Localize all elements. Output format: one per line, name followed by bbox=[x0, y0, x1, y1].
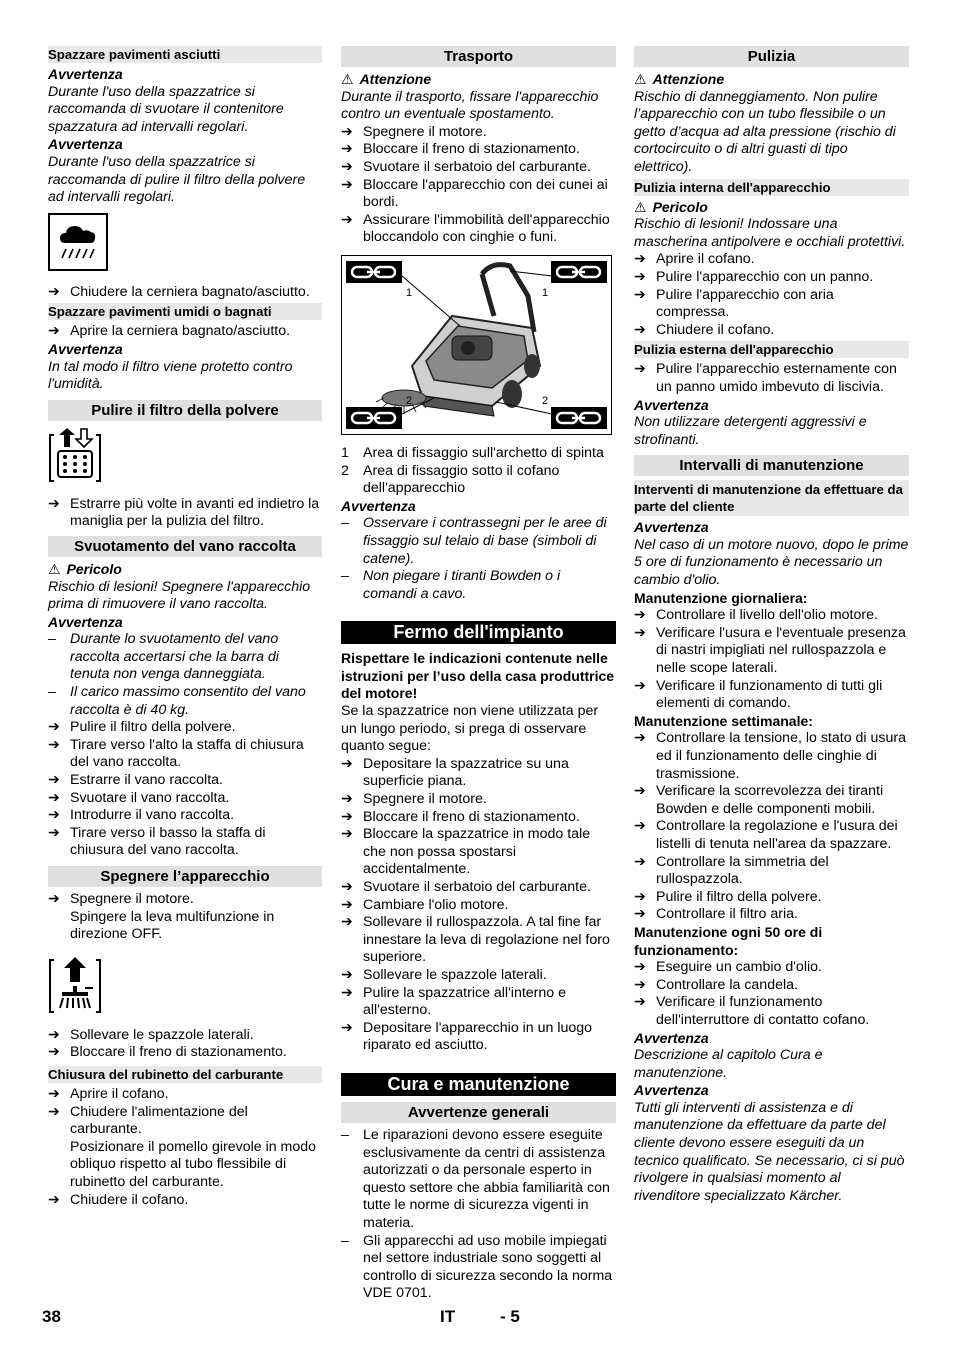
arrow-icon: ➔ bbox=[341, 826, 353, 843]
heading-cleaning: Pulizia bbox=[634, 46, 909, 67]
daily-label: Manutenzione giornaliera: bbox=[634, 589, 808, 606]
lift-brush-icon bbox=[48, 956, 322, 1019]
list-item: ➔ Assicurare l'immobilità dell'apparecchio bloccandolo con cinghie o funi. bbox=[341, 211, 610, 246]
attention-label: ⚠ Attenzione bbox=[341, 71, 432, 87]
heading-dry-floors: Spazzare pavimenti asciutti bbox=[48, 46, 322, 63]
heading-filter: Pulire il filtro della polvere bbox=[48, 400, 322, 421]
heading-wet-floors: Spazzare pavimenti umidi o bagnati bbox=[48, 303, 322, 320]
danger-label: ⚠ Pericolo bbox=[634, 198, 708, 215]
attention-text: Rischio di danneggiamento. Non pulire l’apparecchio con un tubo flessibile o un getto d’acqua ad alta pressione (rischio di cortocircuito o di altri guasti di tipo elettrico). bbox=[634, 88, 896, 175]
h50-label: Manutenzione ogni 50 ore di funzionamento: bbox=[634, 923, 823, 958]
callout-1: 1 bbox=[406, 286, 413, 299]
list-item: ➔ Controllare la simmetria del rullospazzola. bbox=[634, 853, 829, 888]
list-item: ➔ Verificare l'usura e l'eventuale presenza di nastri impigliati nel rullospazzola e nelle scope laterali. bbox=[634, 624, 906, 677]
heading-fuel-tap: Chiusura del rubinetto del carburante bbox=[48, 1066, 322, 1083]
arrow-icon: ➔ bbox=[341, 896, 353, 913]
list-item: ➔ Sollevare il rullospazzola. A tal fine far innestare la leva di regolazione nel foro superiore. bbox=[341, 914, 610, 966]
list-item: – Non piegare i tiranti Bowden o i comandi a cavo. bbox=[341, 568, 561, 602]
warning-triangle-icon: ⚠ bbox=[634, 198, 647, 215]
list-item: – Le riparazioni devono essere eseguite esclusivamente da centri di assistenza autorizzati o da personale esperto in questo settore che abbia familiarità con tutte le norme di sicurezza vigenti in materia. bbox=[341, 1126, 610, 1231]
arrow-icon: ➔ bbox=[341, 176, 353, 193]
arrow-icon: ➔ bbox=[341, 808, 353, 825]
heading-transport: Trasporto bbox=[341, 46, 616, 67]
arrow-icon: ➔ bbox=[48, 824, 60, 841]
arrow-icon: ➔ bbox=[634, 251, 646, 268]
warning-triangle-icon: ⚠ bbox=[48, 560, 61, 577]
list-item: ➔ Spegnere il motore. bbox=[341, 123, 487, 140]
daily-steps-list bbox=[634, 607, 909, 713]
arrow-icon: ➔ bbox=[634, 783, 646, 800]
danger-label: ⚠ Pericolo bbox=[48, 560, 122, 577]
heading-general-notes: Avvertenze generali bbox=[341, 1102, 616, 1123]
arrow-icon: ➔ bbox=[634, 994, 646, 1011]
list-item: ➔ Verificare il funzionamento dell'interruttore di contatto cofano. bbox=[634, 994, 870, 1028]
arrow-icon: ➔ bbox=[634, 677, 646, 694]
list-item: – Osservare i contrassegni per le aree di fissaggio sul telaio di base (simboli di catene). bbox=[341, 515, 607, 567]
weekly-label: Manutenzione settimanale: bbox=[634, 712, 813, 729]
list-item: ➔ Controllare la regolazione e l'usura dei listelli di tenuta nell'area da spazzare. bbox=[634, 818, 898, 852]
arrow-icon: ➔ bbox=[48, 1044, 60, 1061]
arrow-icon: ➔ bbox=[48, 736, 60, 753]
list-item: ➔ Spegnere il motore. bbox=[341, 791, 487, 808]
figure-legend-item: 1 Area di fissaggio sull'archetto di spinta bbox=[341, 444, 604, 461]
column-left bbox=[48, 44, 322, 1209]
warning-triangle-icon: ⚠ bbox=[341, 71, 354, 87]
arrow-icon: ➔ bbox=[341, 123, 353, 140]
heading-inner-cleaning: Pulizia interna dell'apparecchio bbox=[634, 179, 909, 196]
note-label: Avvertenza bbox=[48, 340, 123, 357]
list-item: ➔ Controllare il livello dell'olio motore. bbox=[634, 607, 878, 624]
list-item: ➔ Verificare la scorrevolezza dei tiranti Bowden e delle componenti mobili. bbox=[634, 783, 884, 817]
arrow-icon: ➔ bbox=[48, 1103, 60, 1120]
arrow-icon: ➔ bbox=[634, 624, 646, 641]
list-item: ➔ Tirare verso l'alto la staffa di chiusura del vano raccolta. bbox=[48, 736, 304, 771]
list-item: ➔ Chiudere il cofano. bbox=[634, 321, 775, 338]
note-label: Avvertenza bbox=[341, 497, 416, 514]
list-item: ➔ Cambiare l'olio motore. bbox=[341, 896, 509, 913]
arrow-icon: ➔ bbox=[48, 1191, 60, 1208]
list-item: ➔ Chiudere l'alimentazione del carburante. Posizionare il pomello girevole in modo obliquo rispetto al tubo flessibile di rubinetto del carburante. bbox=[48, 1103, 317, 1190]
arrow-icon: ➔ bbox=[634, 906, 646, 923]
arrow-icon: ➔ bbox=[48, 789, 60, 806]
list-item: ➔ Pulire l'apparecchio esternamente con un panno umido imbevuto di liscivia. bbox=[634, 361, 897, 395]
shutdown-text: Se la spazzatrice non viene utilizzata per un lungo periodo, si prega di osservare quanto segue: bbox=[341, 703, 599, 755]
inner-steps-list bbox=[634, 251, 909, 339]
note-text: Durante l'uso della spazzatrice si raccomanda di svuotare il contenitore spazzatura ad intervalli regolari. bbox=[48, 83, 284, 135]
arrow-icon: ➔ bbox=[341, 791, 353, 808]
heading-outer-cleaning: Pulizia esterna dell'apparecchio bbox=[634, 341, 909, 358]
arrow-icon: ➔ bbox=[634, 976, 646, 993]
heading-care: Cura e manutenzione bbox=[341, 1073, 616, 1096]
arrow-icon: ➔ bbox=[634, 959, 646, 976]
danger-text: Rischio di lesioni! Spegnere l'apparecchio prima di rimuovere il vano raccolta. bbox=[48, 578, 311, 613]
note-label: Avvertenza bbox=[48, 136, 123, 153]
list-item: ➔ Bloccare la spazzatrice in modo tale che non possa spostarsi accidentalmente. bbox=[341, 826, 591, 878]
heading-empty-container: Svuotamento del vano raccolta bbox=[48, 536, 322, 557]
arrow-icon: ➔ bbox=[341, 141, 353, 158]
arrow-icon: ➔ bbox=[341, 914, 353, 931]
list-item: ➔ Chiudere la cerniera bagnato/asciutto. bbox=[48, 283, 310, 300]
list-item: ➔ Pulire l'apparecchio con un panno. bbox=[634, 268, 874, 285]
arrow-icon: ➔ bbox=[48, 807, 60, 824]
list-item: ➔ Controllare la candela. bbox=[634, 976, 798, 993]
list-item: ➔ Bloccare il freno di stazionamento. bbox=[341, 808, 580, 825]
list-item: ➔ Eseguire un cambio d'olio. bbox=[634, 959, 822, 976]
note-label: Avvertenza bbox=[634, 396, 709, 413]
arrow-icon: ➔ bbox=[341, 211, 353, 228]
arrow-icon: ➔ bbox=[634, 268, 646, 285]
arrow-icon: ➔ bbox=[48, 1026, 60, 1043]
arrow-icon: ➔ bbox=[341, 966, 353, 983]
callout-1: 1 bbox=[542, 286, 549, 299]
note-label: Avvertenza bbox=[48, 613, 123, 630]
arrow-icon: ➔ bbox=[634, 361, 646, 378]
list-item: ➔ Aprire il cofano. bbox=[48, 1085, 169, 1102]
list-item: ➔ Sollevare le spazzole laterali. bbox=[48, 1026, 254, 1043]
arrow-icon: ➔ bbox=[48, 772, 60, 789]
arrow-icon: ➔ bbox=[634, 286, 646, 303]
list-item: ➔ Bloccare il freno di stazionamento. bbox=[341, 141, 580, 158]
heading-switch-off: Spegnere l’apparecchio bbox=[48, 866, 322, 887]
note-text: Durante l'uso della spazzatrice si raccomanda di pulire il filtro della polvere ad intervalli regolari. bbox=[48, 153, 306, 206]
arrow-icon: ➔ bbox=[48, 323, 60, 340]
arrow-icon: ➔ bbox=[634, 853, 646, 870]
h50-steps-list bbox=[634, 959, 909, 1029]
list-item: ➔ Pulire il filtro della polvere. bbox=[48, 719, 236, 736]
list-item: ➔ Aprire il cofano. bbox=[634, 251, 755, 268]
heading-customer-maintenance: Interventi di manutenzione da effettuare da parte del cliente bbox=[634, 480, 909, 516]
list-item: ➔ Pulire la spazzatrice all'interno e all'esterno. bbox=[341, 984, 567, 1019]
list-item: ➔ Svuotare il serbatoio del carburante. bbox=[341, 158, 591, 175]
note-label: Avvertenza bbox=[634, 1029, 709, 1046]
list-item: ➔ Estrarre più volte in avanti ed indietro la maniglia per la pulizia del filtro. bbox=[48, 495, 320, 530]
note-text: Descrizione al capitolo Cura e manutenzione. bbox=[634, 1047, 823, 1081]
list-item: ➔ Estrarre il vano raccolta. bbox=[48, 772, 223, 789]
figure-legend bbox=[341, 445, 616, 498]
attention-text: Durante il trasporto, fissare l'apparecchio contro un eventuale spostamento. bbox=[341, 88, 599, 123]
list-item: ➔ Verificare il funzionamento di tutti gli elementi di comando. bbox=[634, 677, 883, 712]
danger-text: Rischio di lesioni! Indossare una mascherina antipolvere e occhiali protettivi. bbox=[634, 216, 906, 250]
callout-2: 2 bbox=[542, 394, 549, 407]
arrow-icon: ➔ bbox=[48, 1085, 60, 1102]
arrow-icon: ➔ bbox=[48, 891, 60, 907]
note-text: In tal modo il filtro viene protetto contro l'umidità. bbox=[48, 358, 293, 393]
note-label: Avvertenza bbox=[48, 66, 123, 82]
transport-steps-list bbox=[341, 124, 616, 247]
filter-clean-icon bbox=[48, 427, 322, 488]
sweeper-figure bbox=[341, 255, 612, 435]
language-code: IT bbox=[440, 1307, 456, 1326]
list-item: ➔ Spegnere il motore. Spingere la leva multifunzione in direzione OFF. bbox=[48, 891, 275, 943]
arrow-icon: ➔ bbox=[341, 879, 353, 895]
arrow-icon: ➔ bbox=[48, 495, 60, 512]
arrow-icon: ➔ bbox=[634, 321, 646, 338]
arrow-icon: ➔ bbox=[341, 158, 353, 175]
warning-triangle-icon: ⚠ bbox=[634, 71, 647, 87]
list-item: ➔ Chiudere il cofano. bbox=[48, 1191, 189, 1208]
note-text: Tutti gli interventi di assistenza e di manutenzione da effettuare da parte del cliente devono essere eseguiti da un tecnico qualificato. Se necessario, ci si può rivolgere in qualsiasi momento al rivenditore specializzato Kärcher. bbox=[634, 1099, 905, 1204]
figure-legend-item: 2 Area di fissaggio sotto il cofano dell'apparecchio bbox=[341, 462, 560, 497]
note-label: Avvertenza bbox=[634, 1082, 709, 1099]
list-item: ➔ Svuotare il vano raccolta. bbox=[48, 789, 230, 806]
list-item: ➔ Depositare l'apparecchio in un luogo riparato ed asciutto. bbox=[341, 1019, 593, 1054]
attention-label: ⚠ Attenzione bbox=[634, 71, 725, 87]
list-item: ➔ Controllare la tensione, lo stato di usura ed il funzionamento delle cinghie di trasmissione. bbox=[634, 730, 906, 782]
empty-steps-list bbox=[48, 719, 322, 860]
arrow-icon: ➔ bbox=[48, 283, 60, 300]
heading-maintenance-intervals: Intervalli di manutenzione bbox=[634, 455, 909, 476]
arrow-icon: ➔ bbox=[341, 755, 353, 772]
list-item: ➔ Aprire la cerniera bagnato/asciutto. bbox=[48, 323, 291, 340]
column-middle bbox=[341, 44, 616, 1303]
list-item: – Il carico massimo consentito del vano raccolta è di 40 kg. bbox=[48, 684, 306, 718]
arrow-icon: ➔ bbox=[341, 1019, 353, 1036]
list-item: ➔ Pulire l'apparecchio con aria compressa. bbox=[634, 286, 834, 321]
shutdown-bold-text: Rispettare le indicazioni contenute nelle istruzioni per l’uso della casa produttrice del motore! bbox=[341, 650, 615, 702]
arrow-icon: ➔ bbox=[48, 719, 60, 736]
shutdown-steps-list bbox=[341, 756, 616, 1055]
list-item: – Gli apparecchi ad uso mobile impiegati nel settore industriale sono soggetti al controllo di sicurezza secondo la norma VDE 0701. bbox=[341, 1232, 613, 1302]
column-right bbox=[634, 44, 909, 1205]
note-text: Nel caso di un motore nuovo, dopo le prime 5 ore di funzionamento è necessario un cambio d'olio. bbox=[634, 536, 909, 589]
list-item: ➔ Bloccare l'apparecchio con dei cunei ai bordi. bbox=[341, 176, 608, 211]
page-number-right: - 5 bbox=[500, 1307, 520, 1326]
arrow-icon: ➔ bbox=[634, 888, 646, 905]
list-item: ➔ Svuotare il serbatoio del carburante. bbox=[341, 879, 591, 895]
callout-2: 2 bbox=[406, 394, 413, 407]
weekly-steps-list bbox=[634, 730, 909, 924]
list-item: ➔ Pulire il filtro della polvere. bbox=[634, 888, 822, 905]
list-item: ➔ Sollevare le spazzole laterali. bbox=[341, 966, 547, 983]
heading-shutdown: Fermo dell'impianto bbox=[341, 621, 616, 644]
list-item: ➔ Introdurre il vano raccolta. bbox=[48, 807, 235, 824]
arrow-icon: ➔ bbox=[634, 818, 646, 835]
list-item: ➔ Depositare la spazzatrice su una superficie piana. bbox=[341, 755, 569, 790]
list-item: ➔ Controllare il filtro aria. bbox=[634, 906, 798, 923]
list-item: ➔ Tirare verso il basso la staffa di chiusura del vano raccolta. bbox=[48, 824, 266, 859]
note-label: Avvertenza bbox=[634, 519, 709, 536]
page-number-left: 38 bbox=[42, 1307, 61, 1326]
arrow-icon: ➔ bbox=[634, 607, 646, 624]
arrow-icon: ➔ bbox=[634, 730, 646, 747]
note-text: Non utilizzare detergenti aggressivi e strofinanti. bbox=[634, 414, 867, 448]
rain-cloud-icon bbox=[48, 213, 322, 276]
list-item: ➔ Bloccare il freno di stazionamento. bbox=[48, 1044, 287, 1061]
arrow-icon: ➔ bbox=[341, 984, 353, 1001]
list-item: – Durante lo svuotamento del vano raccolta accertarsi che la barra di tenuta non venga danneggiata. bbox=[48, 631, 279, 683]
